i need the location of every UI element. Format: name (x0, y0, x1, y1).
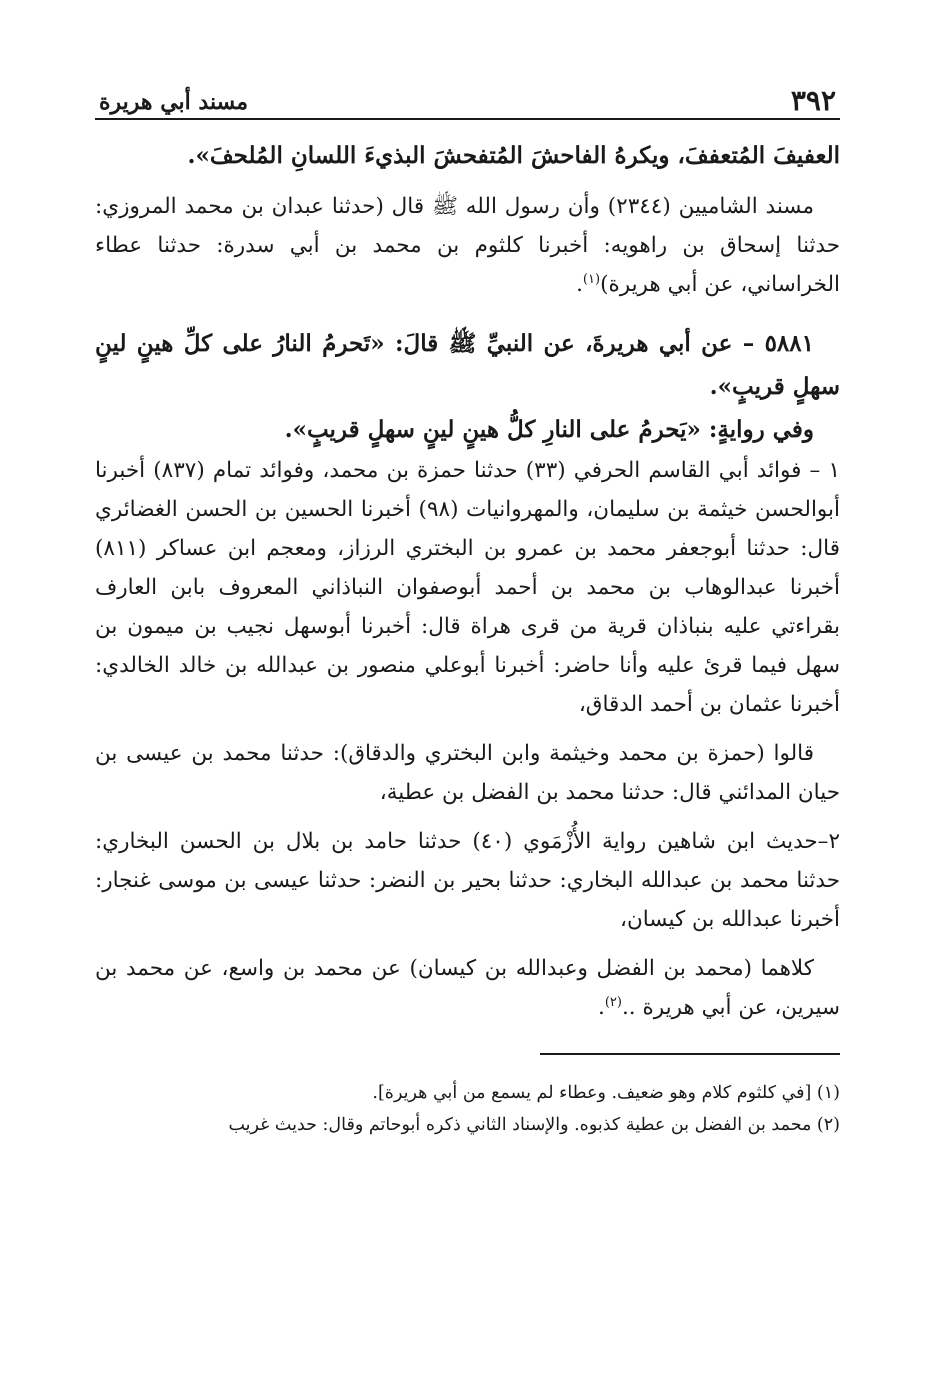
kilahuma-paragraph (95, 949, 840, 1027)
footnotes (95, 1077, 840, 1141)
takhrij-2: ٢–حديث ابن شاهين رواية الأُزْمَوي (٤٠) حدثنا حامد بن بلال بن الحسن البخاري: حدثنا محمد بن عبدالله البخاري: حدثنا بحير بن النضر: حدثنا عيسى بن موسى غنجار: أخبرنا عبدالله بن كيسان، (95, 829, 840, 932)
main-text (95, 134, 840, 1027)
page-number: ٣٩٢ (790, 84, 836, 117)
source-end: . (576, 272, 583, 297)
source-text: مسند الشاميين (٢٣٤٤) وأن رسول الله ﷺ قال (حدثنا عبدان بن محمد المروزي: حدثنا إسحاق بن راهويه: أخبرنا كلثوم بن محمد بن أبي سدرة: حدثنا عطاء الخراساني، عن أبي هريرة) (95, 194, 840, 297)
kilahuma-text: كلاهما (محمد بن الفضل وعبدالله بن كيسان) عن محمد بن واسع، عن محمد بن سيرين، عن أبي هريرة .. (95, 956, 840, 1020)
page-header (95, 80, 840, 120)
alternate-narration: وفي روايةٍ: «يَحرمُ على النارِ كلُّ هينٍ لينٍ سهلٍ قريبٍ». (284, 416, 814, 443)
book-page (95, 80, 840, 1141)
running-title: مسند أبي هريرة (99, 89, 249, 115)
source-paragraph (95, 187, 840, 304)
hadith-5881: ٥٨٨١ – عن أبي هريرةَ، عن النبيِّ ﷺ قالَ: «تَحرمُ النارُ على كلِّ هينٍ لينٍ سهلٍ قريبٍ». (95, 330, 840, 400)
qalu-paragraph: قالوا (حمزة بن محمد وخيثمة وابن البختري والدقاق): حدثنا محمد بن عيسى بن حيان المدائني قال: حدثنا محمد بن الفضل بن عطية، (95, 741, 840, 805)
kilahuma-end: . (597, 995, 605, 1020)
footnote-1: (١) [في كلثوم كلام وهو ضعيف. وعطاء لم يسمع من أبي هريرة]. (372, 1083, 840, 1103)
hadith-continuation: العفيفَ المُتعففَ، ويكرهُ الفاحشَ المُتفحشَ البذيءَ اللسانِ المُلحفَ». (187, 142, 840, 169)
footnote-divider (540, 1053, 840, 1055)
footnote-2: (٢) محمد بن الفضل بن عطية كذبوه. والإسناد الثاني ذكره أبوحاتم وقال: حديث غريب (228, 1115, 840, 1135)
takhrij-1: ١ – فوائد أبي القاسم الحرفي (٣٣) حدثنا حمزة بن محمد، وفوائد تمام (٨٣٧) أخبرنا أبوالحسن خيثمة بن سليمان، والمهروانيات (٩٨) أخبرنا الحسين بن الحسن الغضائري قال: حدثنا أبوجعفر محمد بن عمرو بن البختري الرزاز، ومعجم ابن عساكر (٨١١) أخبرنا عبدالوهاب بن محمد بن أحمد أبوصفوان النباذاني المعروف بابن العارف بقراءتي عليه بنباذان قرية من قرى هراة قال: أخبرنا أبوسهل نجيب بن ميمون بن سهل فيما قرئ عليه وأنا حاضر: أخبرنا أبوعلي منصور بن عبدالله بن خالد الخالدي: أخبرنا عثمان بن أحمد الدقاق، (95, 458, 840, 717)
footnote-ref-2: (٢) (604, 994, 622, 1010)
footnote-ref-1: (١) (582, 271, 601, 287)
